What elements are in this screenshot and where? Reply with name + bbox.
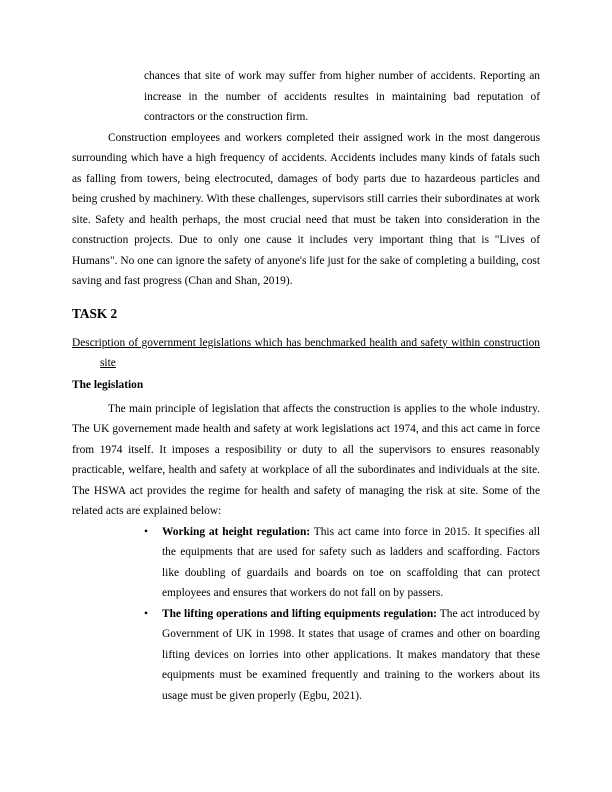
continued-paragraph: chances that site of work may suffer from higher number of accidents. Reporting an increase in the number of accidents resultes in maintaining bad reputation of contractors or the construction firm.	[144, 70, 540, 123]
bullet-title: The lifting operations and lifting equipments regulation:	[162, 607, 437, 620]
construction-paragraph: Construction employees and workers completed their assigned work in the most dangerous surrounding which have a high frequency of accidents. Accidents includes many kinds of fatals such as falling from towers, being electrocuted, damages of body parts due to hazardeous particles and being crushed by machinery. With these challenges, supervisors still carries their subordinates at work site. Safety and health perhaps, the most crucial need that must be taken into consideration in the construction projects. Due to only one cause it includes very important thing that is "Lives of Humans". No one can ignore the safety of anyone's life just for the sake of completing a building, cost saving and fast progress (Chan and Shan, 2019).	[72, 131, 540, 287]
bullet-icon: •	[144, 525, 148, 538]
bullet-icon: •	[144, 607, 148, 620]
bullet-item-lifting-operations	[144, 604, 540, 707]
legislation-heading: The legislation	[72, 378, 144, 391]
bullet-body: This act came into force in 2015. It specifies all the equipments that are used for safety such as ladders and scaffording. Factors like doubling of guardails and boards on toe on scaffolding that can protect employees and ensures that workers do not fall on by passers.	[162, 525, 540, 599]
bullet-title: Working at height regulation:	[162, 525, 311, 538]
bullet-body: The act introduced by Government of UK in 1998. It states that usage of crames and other on boarding lifting devices on lorries into other applications. It makes mandatory that these equipments must be examined frequently and training to the workers about its usage must be given properly (Egbu, 2021).	[162, 607, 540, 702]
bullet-text	[162, 604, 540, 707]
legislation-paragraph: The main principle of legislation that affects the construction is applies to the whole industry. The UK governement made health and safety at work legislations act 1974, and this act came in force from 1974 itself. It imposes a resposibility or duty to all the supervisors to ensures reasonably practicable, welfare, health and safety at workplace of all the subordinates and individuals at the site. The HSWA act provides the regime for health and safety of managing the risk at site. Some of the related acts are explained below:	[72, 402, 540, 517]
task-heading: TASK 2	[72, 305, 118, 321]
section-subheading: Description of government legislations which has benchmarked health and safety within construction site	[72, 336, 540, 369]
bullet-text	[162, 522, 540, 604]
acts-bullet-list	[144, 522, 540, 707]
bullet-item-working-at-height	[144, 522, 540, 604]
